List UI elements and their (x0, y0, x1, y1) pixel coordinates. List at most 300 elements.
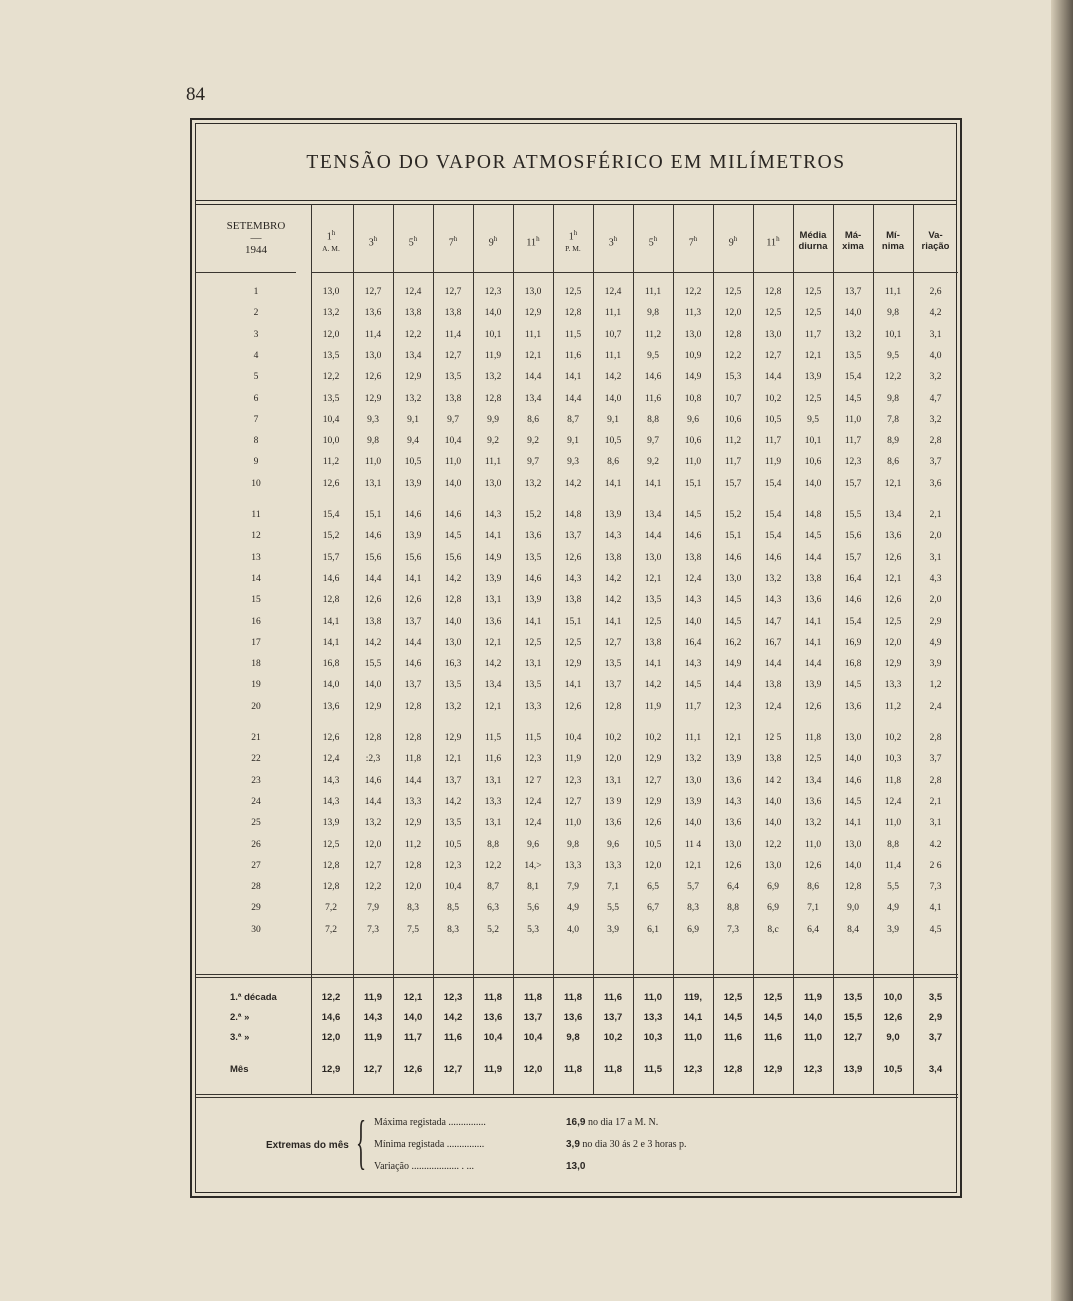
table-cell: 14,4 (524, 372, 542, 383)
table-cell: 5,5 (607, 903, 619, 914)
table-cell: 13,1 (364, 478, 382, 489)
table-cell: 12,7 (364, 287, 382, 297)
table-cell: 13,2 (322, 308, 340, 319)
table-cell: 12,5 (724, 287, 742, 297)
table-cell: 14,5 (804, 531, 822, 542)
table-cell: 4.2 (929, 839, 942, 850)
table-cell: 12,8 (364, 733, 382, 743)
table-cell: 12,4 (884, 796, 902, 807)
table-cell: 13,3 (484, 796, 502, 807)
table-cell: 13,2 (804, 818, 822, 829)
table-cell: 12,6 (884, 595, 902, 606)
table-cell: 13,4 (884, 510, 902, 520)
table-cell: 13,6 (724, 775, 742, 786)
table-cell: 10,4 (444, 882, 462, 893)
table-cell: 14,4 (804, 552, 822, 563)
table-cell: 11,2 (644, 329, 662, 340)
table-cell: 14,9 (724, 659, 742, 670)
table-cell: 12 7 (524, 775, 542, 786)
day-label: 6 (253, 393, 259, 404)
table-cell: 10,6 (684, 436, 702, 447)
table-cell: 2,1 (929, 510, 942, 520)
table-cell: 14,5 (844, 393, 862, 404)
table-cell: 12,7 (564, 796, 582, 807)
table-cell: 9,5 (807, 414, 819, 425)
column-header: 1$^h$ A. M. (322, 229, 340, 253)
table-cell: 15,4 (322, 510, 340, 520)
table-cell: 16,4 (844, 573, 862, 584)
summary-cell: 11,9 (364, 1032, 382, 1043)
table-cell: 12,8 (764, 287, 782, 297)
summary-cell: 2,9 (928, 1012, 943, 1023)
day-label: 2 (253, 308, 259, 319)
table-cell: 15,7 (322, 552, 340, 563)
table-cell: 4,3 (929, 573, 942, 584)
table-cell: 14,5 (684, 680, 702, 691)
table-cell: 14,0 (764, 796, 782, 807)
extremes-label: Extremas do mês (266, 1140, 349, 1151)
table-cell: 3,7 (929, 457, 942, 468)
table-cell: 9,8 (367, 436, 379, 447)
title-rule (196, 200, 956, 201)
table-cell: 15,2 (724, 510, 742, 520)
table-cell: 9,2 (527, 436, 539, 447)
day-label: 4 (253, 350, 259, 361)
table-cell: 14,6 (364, 531, 382, 542)
summary-cell: 12,9 (321, 1064, 341, 1075)
table-cell: 12,6 (564, 701, 582, 712)
table-cell: 7,2 (325, 903, 337, 914)
table-cell: 12,1 (884, 478, 902, 489)
table-cell: 7,9 (567, 882, 579, 893)
summary-label: 1.ª década (230, 992, 277, 1003)
table-cell: 13,0 (844, 839, 862, 850)
table-cell: 8,3 (687, 903, 699, 914)
summary-cell: 11,0 (684, 1032, 702, 1043)
table-cell: 13,0 (724, 573, 742, 584)
table-cell: 11,9 (644, 701, 662, 712)
table-cell: 12,1 (884, 573, 902, 584)
column-header: 9$^h$ (488, 234, 498, 249)
table-cell: 13,5 (322, 393, 340, 404)
table-cell: 8,1 (527, 882, 539, 893)
table-cell: 7,2 (325, 924, 337, 935)
table-cell: 9,6 (687, 414, 699, 425)
table-cell: 16,3 (444, 659, 462, 670)
table-cell: 11,7 (764, 436, 782, 447)
table-cell: 12,9 (364, 701, 382, 712)
table-cell: 14,9 (484, 552, 502, 563)
stat-column-header: Média diurna (798, 230, 828, 252)
table-cell: 13,4 (804, 775, 822, 786)
summary-cell: 11,7 (404, 1032, 422, 1043)
table-cell: 14,1 (644, 659, 662, 670)
table-cell: 12,6 (884, 552, 902, 563)
table-cell: 12,0 (364, 839, 382, 850)
table-cell: 13,3 (524, 701, 542, 712)
day-label: 3 (253, 329, 259, 340)
table-cell: 3,9 (607, 924, 619, 935)
table-cell: 14,8 (564, 510, 582, 520)
table-cell: 1,2 (929, 680, 942, 691)
table-cell: 13,5 (844, 350, 862, 361)
table-cell: 13,9 (322, 818, 340, 829)
table-cell: 13,8 (764, 680, 782, 691)
table-cell: 5,7 (687, 882, 699, 893)
table-cell: 12,0 (322, 329, 340, 340)
table-cell: 13,8 (684, 552, 702, 563)
table-cell: 12 5 (764, 733, 782, 743)
table-cell: 4,2 (929, 308, 942, 319)
table-cell: 13,5 (444, 680, 462, 691)
summary-cell: 12,1 (403, 992, 423, 1003)
table-cell: 14,6 (844, 595, 862, 606)
table-cell: 14,0 (444, 478, 462, 489)
table-cell: 11,1 (684, 733, 702, 743)
table-cell: 2,8 (929, 436, 942, 447)
table-cell: 12,8 (604, 701, 622, 712)
table-cell: 6,9 (687, 924, 699, 935)
day-label: 7 (253, 414, 259, 425)
table-cell: 10,2 (884, 733, 902, 743)
table-cell: 6,4 (727, 882, 739, 893)
table-cell: 3,7 (929, 754, 942, 765)
table-cell: 10,1 (484, 329, 502, 340)
day-label: 18 (251, 659, 261, 670)
summary-cell: 12,7 (843, 1032, 863, 1043)
table-cell: 3,1 (929, 818, 942, 829)
summary-cell: 12,5 (723, 992, 743, 1003)
table-cell: 12,0 (644, 860, 662, 871)
table-cell: 6,5 (647, 882, 659, 893)
table-cell: 2 6 (929, 860, 942, 871)
table-cell: 2,8 (929, 775, 942, 786)
table-cell: 9,5 (887, 350, 899, 361)
summary-cell: 14,6 (321, 1012, 341, 1023)
summary-cell: 10,4 (523, 1032, 543, 1043)
table-cell: 6,7 (647, 903, 659, 914)
table-cell: 11,2 (884, 701, 902, 712)
summary-cell: 12,6 (403, 1064, 423, 1075)
table-cell: 14,0 (804, 478, 822, 489)
table-cell: 14,3 (604, 531, 622, 542)
table-cell: 13,0 (484, 478, 502, 489)
table-cell: 14,2 (644, 680, 662, 691)
table-cell: 13,8 (644, 637, 662, 648)
table-cell: 2,0 (929, 595, 942, 606)
table-cell: 11,1 (484, 457, 502, 468)
table-cell: 5,6 (527, 903, 539, 914)
table-cell: 10,6 (724, 414, 742, 425)
table-cell: 12,3 (844, 457, 862, 468)
table-cell: 12,9 (644, 754, 662, 765)
table-cell: 13,2 (684, 754, 702, 765)
table-cell: 14,4 (764, 372, 782, 383)
table-cell: 13,4 (644, 510, 662, 520)
table-cell: 14,6 (404, 510, 422, 520)
table-cell: 11,2 (724, 436, 742, 447)
table-cell: 12,4 (322, 754, 340, 765)
summary-cell: 12,7 (443, 1064, 463, 1075)
extreme-value: 16,9 no dia 17 a M. N. (566, 1117, 659, 1128)
table-cell: 14,7 (764, 616, 782, 627)
table-cell: 13,9 (524, 595, 542, 606)
table-cell: 13,9 (404, 478, 422, 489)
table-cell: 14,3 (484, 510, 502, 520)
table-cell: 14,2 (604, 573, 622, 584)
stat-column-header: Va- riação (921, 230, 950, 252)
summary-cell: 11,5 (644, 1064, 662, 1075)
day-label: 8 (253, 436, 259, 447)
table-cell: 13,5 (644, 595, 662, 606)
table-cell: 12,8 (564, 308, 582, 319)
table-cell: 4,5 (929, 924, 942, 935)
table-cell: 14,3 (684, 595, 702, 606)
table-cell: 13,0 (724, 839, 742, 850)
table-cell: 8,5 (447, 903, 459, 914)
book-spine (1051, 0, 1073, 1301)
table-cell: 12,4 (684, 573, 702, 584)
table-cell: 14,0 (764, 818, 782, 829)
table-frame (190, 118, 962, 1198)
table-cell: 10,2 (764, 393, 782, 404)
summary-cell: 12,9 (763, 1064, 783, 1075)
table-cell: 14,3 (684, 659, 702, 670)
table-cell: 10,1 (884, 329, 902, 340)
table-cell: 10,8 (684, 393, 702, 404)
table-cell: 8,3 (447, 924, 459, 935)
table-cell: 4,9 (887, 903, 899, 914)
table-cell: 11,6 (644, 393, 662, 404)
table-cell: 8,3 (407, 903, 419, 914)
table-cell: 14,6 (364, 775, 382, 786)
summary-cell: 12,3 (803, 1064, 823, 1075)
table-cell: 12,7 (364, 860, 382, 871)
table-cell: 12,9 (404, 818, 422, 829)
table-cell: 13,5 (524, 680, 542, 691)
table-cell: 13,6 (844, 701, 862, 712)
table-cell: 14,3 (322, 796, 340, 807)
table-cell: 8,c (767, 924, 779, 935)
column-header: 3$^h$ (608, 234, 618, 249)
table-cell: 13,6 (364, 308, 382, 319)
table-cell: 13,4 (404, 350, 422, 361)
summary-cell: 11,6 (444, 1032, 462, 1043)
table-cell: 11,0 (804, 839, 822, 850)
table-cell: 11,1 (524, 329, 542, 340)
table-cell: 2,9 (929, 616, 942, 627)
table-cell: 12,9 (884, 659, 902, 670)
table-cell: 14,6 (724, 552, 742, 563)
table-cell: 12,8 (404, 860, 422, 871)
table-cell: 14,0 (684, 818, 702, 829)
table-cell: 13,1 (524, 659, 542, 670)
column-header: 7$^h$ (448, 234, 458, 249)
summary-cell: 3,7 (928, 1032, 943, 1043)
summary-cell: 11,8 (524, 992, 542, 1003)
table-cell: 14,0 (604, 393, 622, 404)
summary-cell: 11,6 (764, 1032, 782, 1043)
table-cell: 16,2 (724, 637, 742, 648)
table-cell: 14,2 (364, 637, 382, 648)
table-cell: 13,1 (484, 595, 502, 606)
table-cell: 12,5 (564, 287, 582, 297)
table-cell: 4,9 (567, 903, 579, 914)
table-cell: 14,1 (564, 680, 582, 691)
table-cell: 11,7 (684, 701, 702, 712)
table-cell: 7,8 (887, 414, 899, 425)
table-cell: 11,3 (684, 308, 702, 319)
summary-cell: 12,3 (443, 992, 463, 1003)
table-cell: 11,0 (844, 414, 862, 425)
table-cell: 11,9 (484, 350, 502, 361)
table-cell: 13,7 (404, 616, 422, 627)
table-cell: 10,6 (804, 457, 822, 468)
table-cell: 4,9 (929, 637, 942, 648)
table-cell: 12,2 (322, 372, 340, 383)
table-cell: 12,7 (604, 637, 622, 648)
table-cell: 4,7 (929, 393, 942, 404)
table-cell: 11,4 (444, 329, 462, 340)
table-cell: 10,1 (804, 436, 822, 447)
table-cell: 10,5 (404, 457, 422, 468)
table-cell: 3,6 (929, 478, 942, 489)
table-cell: 13,2 (524, 478, 542, 489)
table-cell: 13,8 (804, 573, 822, 584)
table-cell: 11,4 (364, 329, 382, 340)
table-cell: 11 4 (684, 839, 702, 850)
table-cell: 6,9 (767, 882, 779, 893)
table-cell: 12,6 (564, 552, 582, 563)
table-cell: 12,7 (764, 350, 782, 361)
table-cell: 7,3 (727, 924, 739, 935)
summary-cell: 10,2 (603, 1032, 623, 1043)
table-cell: 11,0 (444, 457, 462, 468)
table-cell: 14,2 (604, 595, 622, 606)
table-cell: 14,0 (844, 308, 862, 319)
extreme-value: 3,9 no dia 30 ás 2 e 3 horas p. (566, 1139, 687, 1150)
table-cell: 16,9 (844, 637, 862, 648)
table-cell: 8,8 (887, 839, 899, 850)
table-cell: 12,9 (404, 372, 422, 383)
table-cell: 12,6 (364, 595, 382, 606)
table-cell: 12,4 (524, 796, 542, 807)
column-header: 1$^h$ P. M. (565, 229, 581, 253)
table-cell: 11,6 (484, 754, 502, 765)
bottom-divider (196, 1097, 958, 1098)
month-header: SETEMBRO — 1944 (226, 220, 286, 256)
table-cell: 10,5 (604, 436, 622, 447)
table-cell: 15,3 (724, 372, 742, 383)
table-cell: 13,6 (884, 531, 902, 542)
table-cell: 2,6 (929, 287, 942, 297)
table-cell: 12,5 (804, 754, 822, 765)
summary-cell: 11,0 (644, 992, 662, 1003)
day-label: 30 (251, 924, 261, 935)
table-cell: 13,8 (564, 595, 582, 606)
summary-cell: 3,5 (928, 992, 943, 1003)
summary-cell: 14,3 (363, 1012, 383, 1023)
table-cell: 9,8 (887, 393, 899, 404)
day-label: 1 (253, 287, 259, 297)
day-label: 25 (251, 818, 261, 829)
table-cell: 12,2 (364, 882, 382, 893)
summary-divider (196, 977, 958, 978)
table-cell: 14,6 (644, 372, 662, 383)
table-cell: 12,6 (724, 860, 742, 871)
table-cell: 12,3 (724, 701, 742, 712)
table-cell: 13,9 (604, 510, 622, 520)
table-cell: 14,0 (322, 680, 340, 691)
table-cell: 15,4 (764, 510, 782, 520)
table-cell: 14,0 (484, 308, 502, 319)
table-title: TENSÃO DO VAPOR ATMOSFÉRICO EM MILÍMETROS (306, 152, 846, 173)
day-label: 9 (253, 457, 259, 468)
extreme-value: 13,0 (566, 1161, 586, 1172)
day-label: 10 (251, 478, 261, 489)
table-cell: 12,1 (804, 350, 822, 361)
table-cell: 13,5 (524, 552, 542, 563)
header-divider (311, 272, 958, 273)
table-cell: 12,5 (564, 637, 582, 648)
summary-cell: 11,8 (604, 1064, 622, 1075)
table-cell: 15,6 (364, 552, 382, 563)
table-cell: 12,2 (684, 287, 702, 297)
table-cell: 6,4 (807, 924, 819, 935)
table-cell: 11,0 (364, 457, 382, 468)
table-cell: 5,2 (487, 924, 499, 935)
table-cell: 14,1 (844, 818, 862, 829)
table-cell: 13,8 (444, 393, 462, 404)
stat-column-header: Mí- nima (881, 230, 905, 252)
table-cell: 9,3 (567, 457, 579, 468)
table-inner-border (195, 123, 957, 1193)
table-cell: 7,1 (807, 903, 819, 914)
summary-cell: 12,0 (523, 1064, 543, 1075)
day-label: 26 (251, 839, 261, 850)
table-cell: 11,5 (524, 733, 542, 743)
table-cell: 13,9 (804, 372, 822, 383)
table-cell: 13,7 (844, 287, 862, 297)
table-cell: 14,0 (444, 616, 462, 627)
day-label: 17 (251, 637, 261, 648)
table-cell: 12,2 (724, 350, 742, 361)
table-cell: 11,2 (322, 457, 340, 468)
table-cell: 9,1 (407, 414, 419, 425)
table-cell: 14,1 (484, 531, 502, 542)
table-cell: 11,7 (724, 457, 742, 468)
table-cell: 9,2 (647, 457, 659, 468)
bottom-divider (196, 1094, 958, 1095)
summary-cell: 11,8 (564, 1064, 582, 1075)
table-cell: 8,9 (887, 436, 899, 447)
summary-cell: 11,9 (364, 992, 382, 1003)
summary-cell: 11,8 (564, 992, 582, 1003)
table-cell: 12,5 (764, 308, 782, 319)
table-cell: 11,2 (404, 839, 422, 850)
table-cell: 13,9 (804, 680, 822, 691)
summary-cell: 13,7 (603, 1012, 623, 1023)
table-cell: 9,2 (487, 436, 499, 447)
table-cell: 14,3 (764, 595, 782, 606)
table-cell: 11,1 (644, 287, 662, 297)
table-cell: 14,1 (604, 478, 622, 489)
stat-column-header: Má- xima (842, 230, 864, 252)
table-cell: 15,1 (364, 510, 382, 520)
table-cell: 15,7 (844, 552, 862, 563)
table-cell: 14,5 (684, 510, 702, 520)
day-label: 22 (251, 754, 261, 765)
